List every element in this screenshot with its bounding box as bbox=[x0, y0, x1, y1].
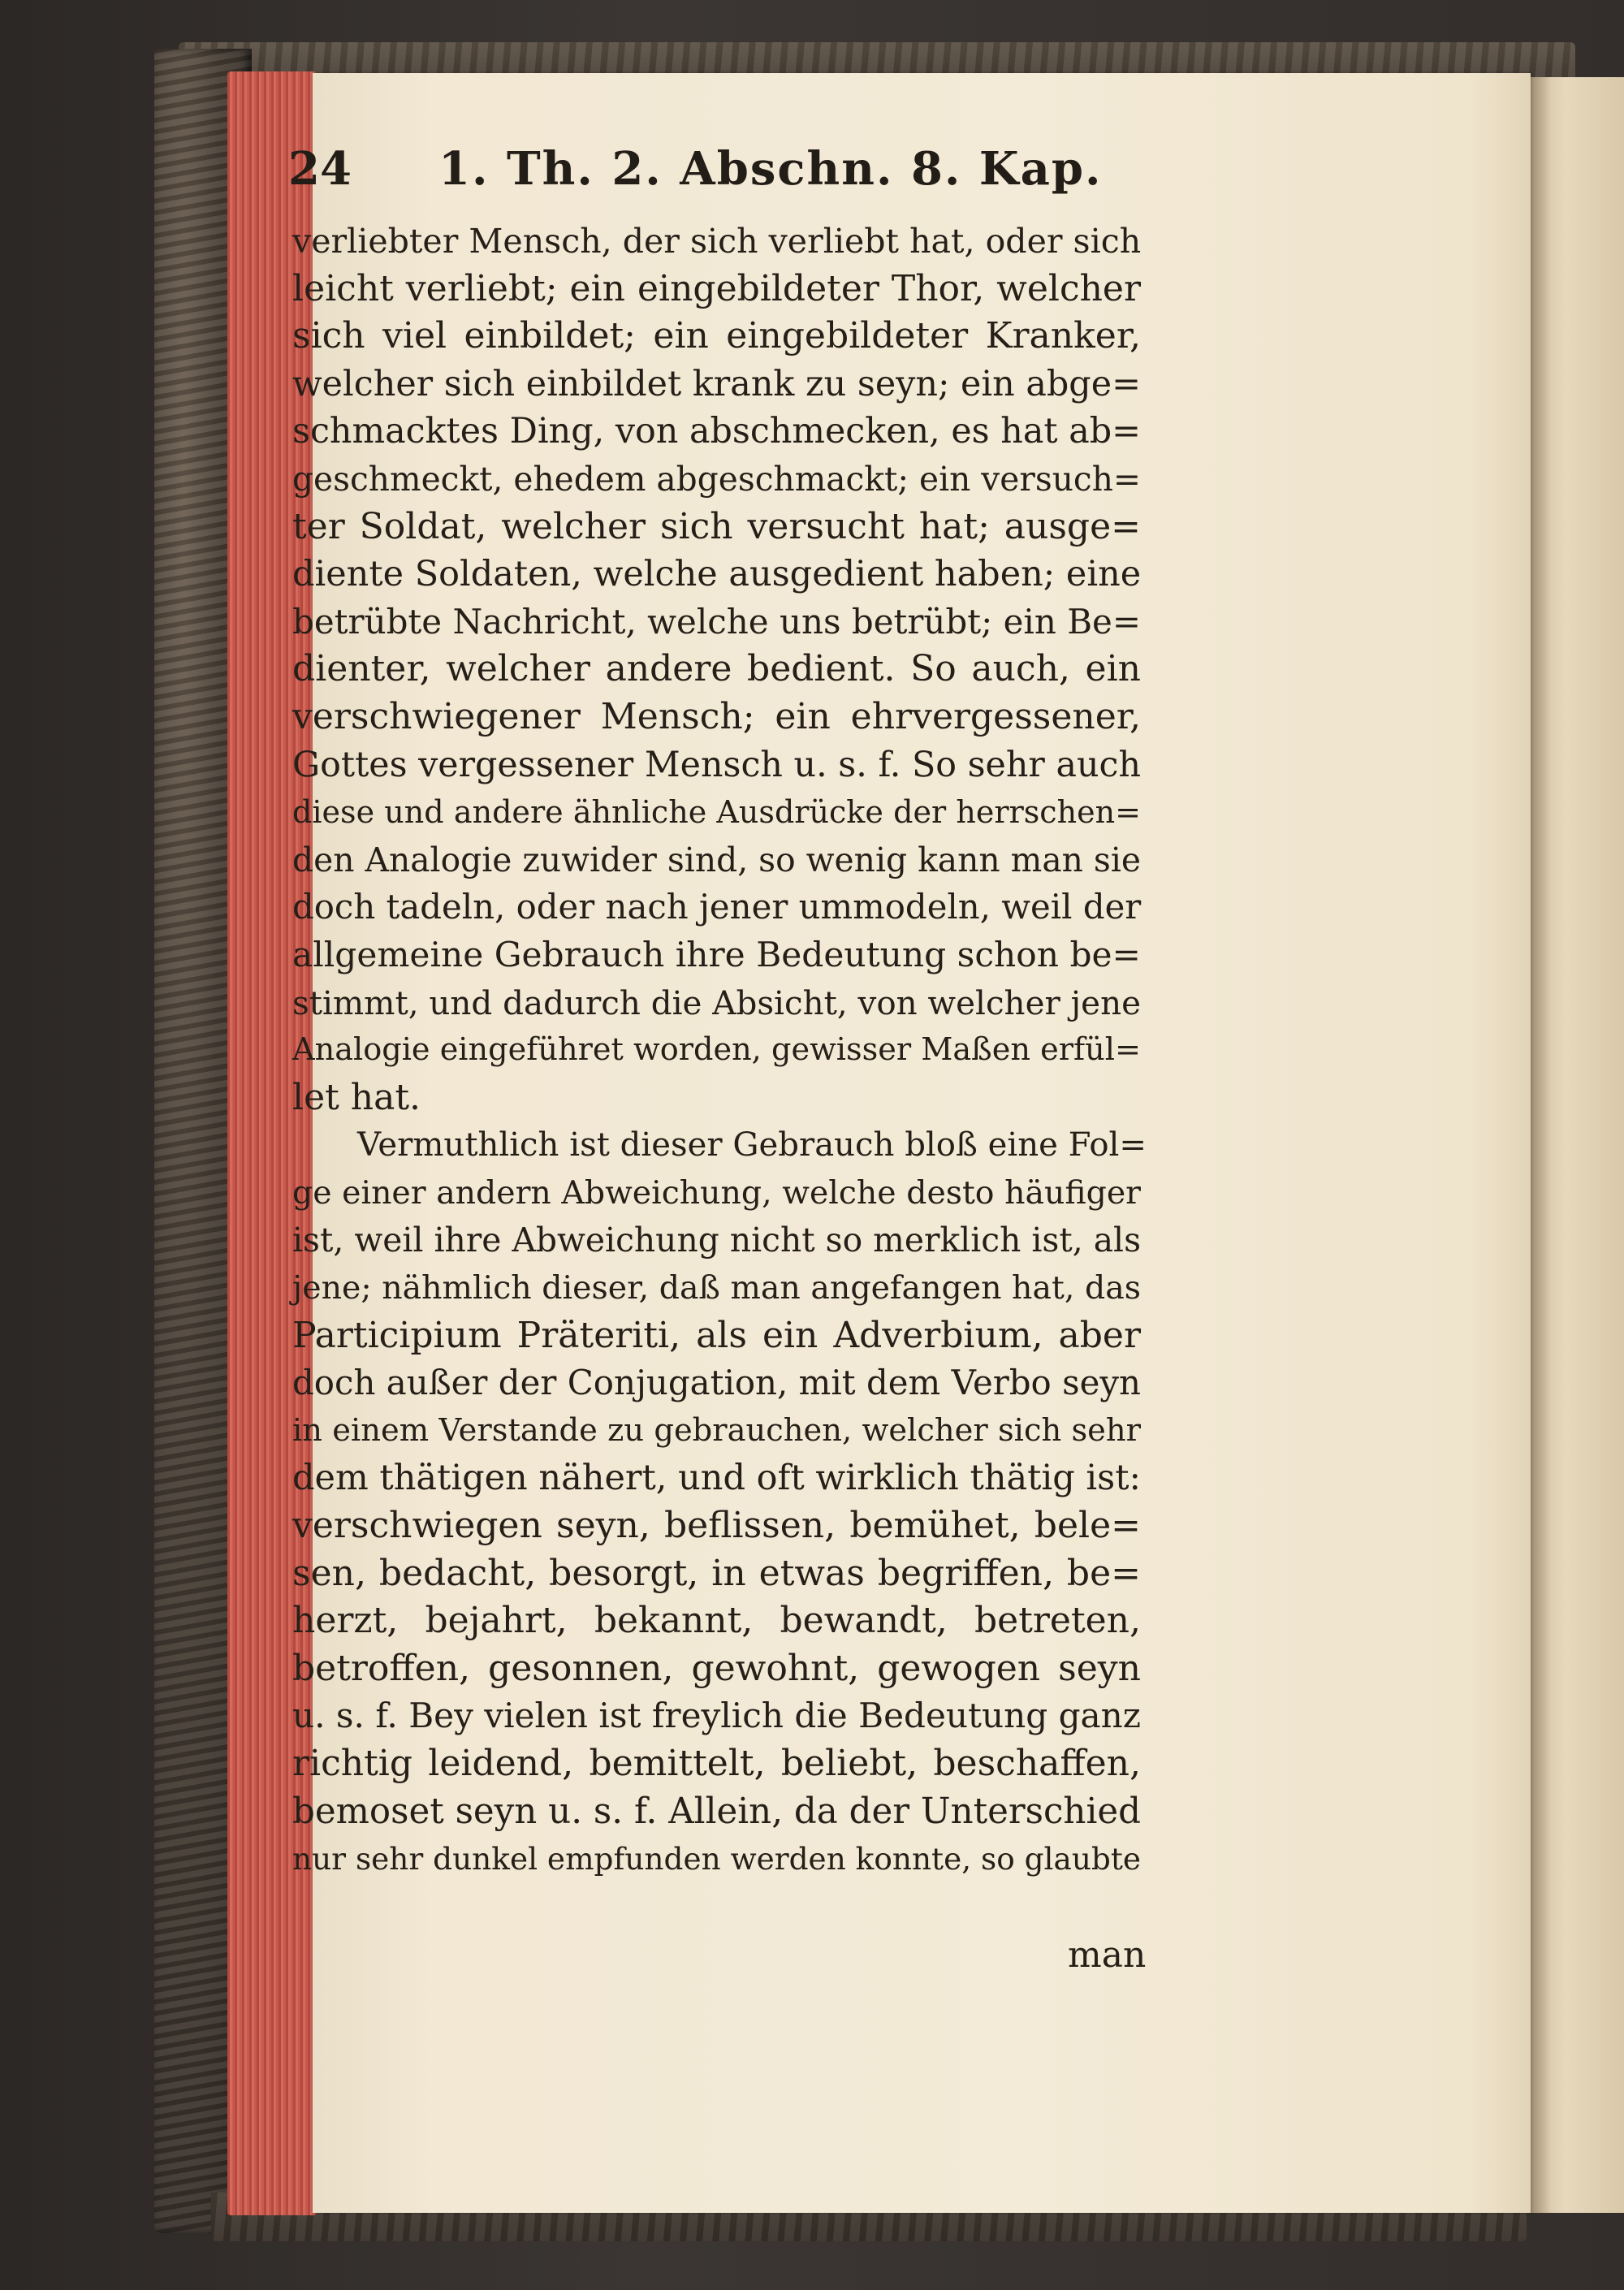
text-line: nur sehr dunkel empfunden werden konnte, so glaubte bbox=[292, 1841, 1142, 1877]
text-line: doch tadeln, oder nach jener ummodeln, weil der bbox=[292, 887, 1142, 927]
text-line: dem thätigen nähert, und oft wirklich thätig ist: bbox=[292, 1458, 1141, 1499]
text-line: betrübte Nachricht, welche uns betrübt; ein Be= bbox=[292, 601, 1141, 642]
running-head: 1. Th. 2. Abschn. 8. Kap. bbox=[438, 142, 1103, 196]
text-line: betroffen, gesonnen, gewohnt, gewogen seyn bbox=[292, 1647, 1141, 1689]
text-line: richtig leidend, bemittelt, beliebt, beschaffen, bbox=[292, 1743, 1141, 1784]
text-line: verschwiegen seyn, beflissen, bemühet, bele= bbox=[292, 1505, 1141, 1547]
text-line: Analogie eingeführet worden, gewisser Maßen erfül= bbox=[292, 1032, 1141, 1069]
paragraph bbox=[292, 218, 1141, 1121]
page-number: 24 bbox=[288, 142, 352, 196]
text-line: diese und andere ähnliche Ausdrücke der herrschen= bbox=[292, 794, 1141, 831]
paragraph bbox=[292, 1121, 1147, 1883]
text-line: Participium Präteriti, als ein Adverbium, aber bbox=[292, 1314, 1141, 1356]
body-text bbox=[292, 218, 1147, 1883]
text-line: ge einer andern Abweichung, welche desto häufiger bbox=[292, 1173, 1141, 1212]
text-line: stimmt, und dadurch die Absicht, von welcher jene bbox=[292, 983, 1141, 1022]
text-line: herzt, bejahrt, bekannt, bewandt, betreten, bbox=[292, 1600, 1141, 1642]
text-line: welcher sich einbildet krank zu seyn; ein abge= bbox=[292, 363, 1141, 404]
text-line: sen, bedacht, besorgt, in etwas begriffen, be= bbox=[292, 1552, 1141, 1594]
text-line: ist, weil ihre Abweichung nicht so merklich ist, als bbox=[292, 1221, 1141, 1260]
text-line: Vermuthlich ist dieser Gebrauch bloß eine Fol= bbox=[357, 1126, 1147, 1164]
text-line: diente Soldaten, welche ausgedient haben; eine bbox=[292, 554, 1142, 595]
text-line: let hat. bbox=[292, 1076, 421, 1118]
catchword: man bbox=[1068, 1934, 1147, 1976]
text-line: verliebter Mensch, der sich verliebt hat, oder sich bbox=[292, 222, 1142, 261]
text-line: verschwiegener Mensch; ein ehrvergessener, bbox=[292, 695, 1141, 737]
text-line: sich viel einbildet; ein eingebildeter Kranker, bbox=[292, 315, 1141, 357]
text-line: geschmeckt, ehedem abgeschmackt; ein versuch= bbox=[292, 459, 1141, 499]
text-line: allgemeine Gebrauch ihre Bedeutung schon be= bbox=[292, 934, 1141, 974]
text-line: dienter, welcher andere bedient. So auch, ein bbox=[292, 648, 1141, 690]
text-line: Gottes vergessener Mensch u. s. f. So sehr auch bbox=[292, 744, 1141, 785]
text-line: doch außer der Conjugation, mit dem Verbo seyn bbox=[292, 1363, 1141, 1403]
text-line: jene; nähmlich dieser, daß man angefangen hat, das bbox=[292, 1269, 1141, 1307]
text-line: schmacktes Ding, von abschmecken, es hat ab= bbox=[292, 411, 1141, 452]
text-line: bemoset seyn u. s. f. Allein, da der Unterschied bbox=[292, 1791, 1141, 1832]
text-line: in einem Verstande zu gebrauchen, welcher sich sehr bbox=[292, 1411, 1141, 1449]
page-header bbox=[288, 142, 1263, 215]
text-line: den Analogie zuwider sind, so wenig kann man sie bbox=[292, 840, 1141, 879]
text-line: u. s. f. Bey vielen ist freylich die Bedeutung ganz bbox=[292, 1696, 1141, 1736]
text-line: leicht verliebt; ein eingebildeter Thor, welcher bbox=[292, 267, 1141, 309]
text-line: ter Soldat, welcher sich versucht hat; ausge= bbox=[292, 505, 1141, 547]
